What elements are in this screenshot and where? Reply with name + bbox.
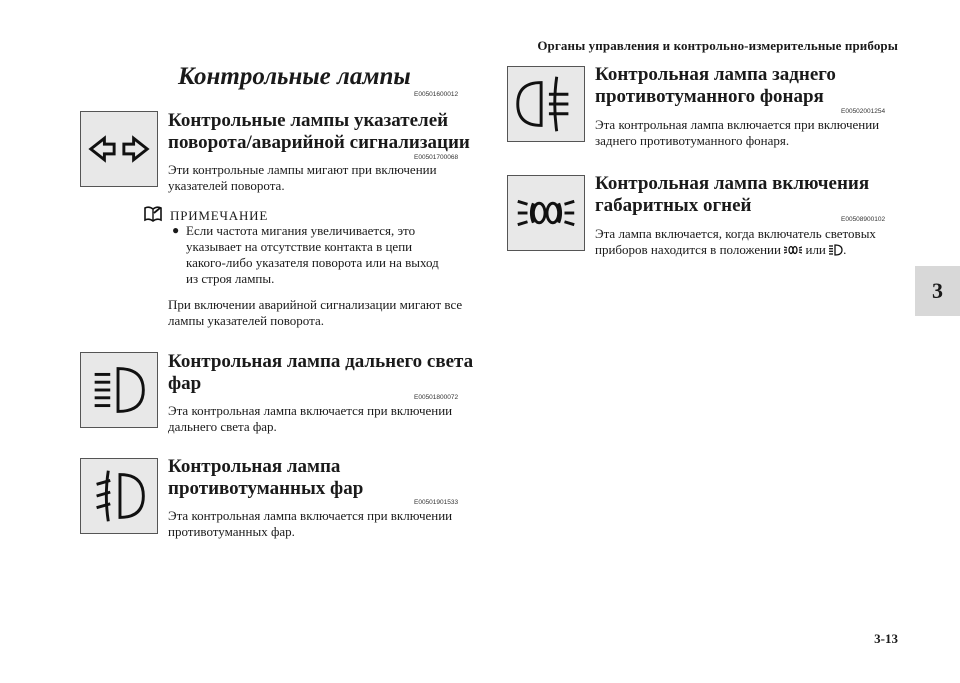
rearfog-code: E00502001254 xyxy=(841,108,886,115)
frontfog-code: E00501901533 xyxy=(414,499,459,506)
section-title: Контрольные лампы xyxy=(178,63,411,90)
section-code: E00501600012 xyxy=(414,91,459,98)
headlamp-small-icon xyxy=(829,244,843,256)
note-label: ПРИМЕЧАНИЕ xyxy=(170,208,269,223)
hazard-text: При включении аварийной сигнализации мигают все лампы указателей поворота. xyxy=(168,297,463,328)
highbeam-body: Эта контрольная лампа включается при включении дальнего света фар. xyxy=(168,403,453,434)
highbeam-title: Контрольная лампа дальнего света фар xyxy=(168,351,474,394)
running-header: Органы управления и контрольно-измерительные приборы xyxy=(537,38,898,53)
turn-title: Контрольные лампы указателей поворота/аварийной сигнализации xyxy=(168,110,470,153)
note-body: Если частота мигания увеличивается, это указывает на отсутствие контакта в цепи какого-либо указателя поворота или на выход из строя лампы. xyxy=(186,223,439,286)
note-bullet: ● xyxy=(172,223,180,237)
position-lamp-icon-box xyxy=(507,175,585,251)
rearfog-title: Контрольная лампа заднего противотуманного фонаря xyxy=(595,64,836,107)
rearfog-body: Эта контрольная лампа включается при включении заднего противотуманного фонаря. xyxy=(595,117,880,148)
page-number: 3-13 xyxy=(874,631,898,646)
high-beam-icon xyxy=(81,353,157,427)
turn-body: Эти контрольные лампы мигают при включении указателей поворота. xyxy=(168,162,437,193)
turn-signal-arrows-icon xyxy=(81,112,157,186)
chapter-tab: 3 xyxy=(915,266,960,316)
position-code: E00508900102 xyxy=(841,216,886,223)
position-lamp-small-icon xyxy=(784,244,802,256)
position-body: Эта лампа включается, когда включатель световых приборов находится в положении или . xyxy=(595,226,876,257)
high-beam-icon-box xyxy=(80,352,158,428)
turn-signal-icon-box xyxy=(80,111,158,187)
highbeam-code: E00501800072 xyxy=(414,394,459,401)
turn-code: E00501700068 xyxy=(414,154,459,161)
position-lamp-icon xyxy=(508,176,584,250)
frontfog-title: Контрольная лампа противотуманных фар xyxy=(168,456,364,499)
note-book-icon xyxy=(143,204,163,224)
rear-fog-icon-box xyxy=(507,66,585,142)
rear-fog-icon xyxy=(508,67,584,141)
position-title: Контрольная лампа включения габаритных огней xyxy=(595,173,870,216)
front-fog-icon xyxy=(81,459,157,533)
frontfog-body: Эта контрольная лампа включается при включении противотуманных фар. xyxy=(168,508,453,539)
front-fog-icon-box xyxy=(80,458,158,534)
